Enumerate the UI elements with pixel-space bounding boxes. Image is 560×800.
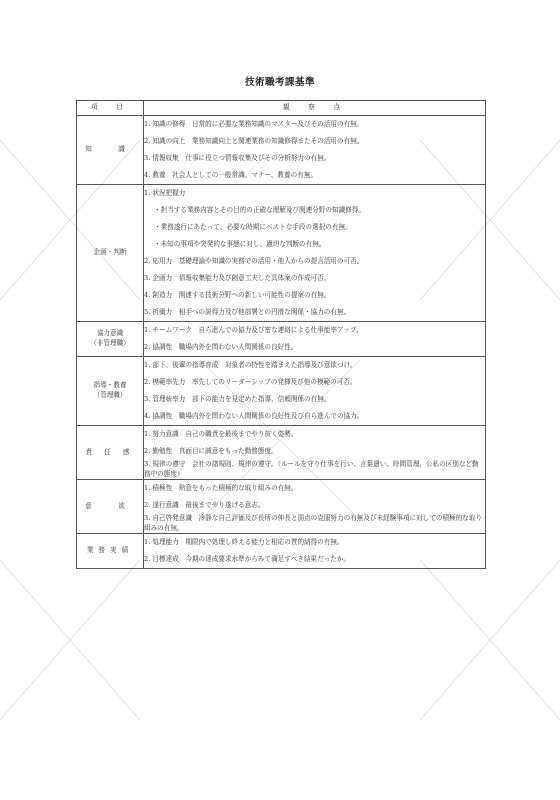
category-leadership: 指導・教養 （管理職） (77, 357, 144, 426)
list-item: 3. 規律の遵守 会社の諸規則、規律の遵守。（ルールを守り仕事を行い、言葉遣い、時間管理、公私の区別など勤務中の態度） (144, 460, 479, 478)
category-responsibility: 責 任 感 (77, 426, 144, 480)
list-item: 2. 協調性 職場内外を問わない人間関係の良好性。 (144, 342, 298, 351)
list-item: 1. 処理能力 期限内で処理し終える能力と相応の質的納得の有無。 (144, 537, 344, 546)
section-row-performance (77, 534, 486, 569)
list-item: 3. 情報収集 仕事に役立つ情報収集及びその分析努力の有無。 (144, 153, 331, 162)
list-item: 4. 協調性 職場内外を問わない人間関係の良好性及び自ら進んでの協力。 (144, 411, 364, 420)
header-viewpoint: 観 察 点 (144, 101, 486, 116)
list-item: 1. 積極性 熱意をもった積極的な取り組みの有無。 (144, 483, 298, 492)
items-planning (144, 185, 486, 322)
document-title: 技術職考課基準 (244, 77, 315, 88)
section-row-planning (77, 185, 486, 322)
list-item: 2. 勤勉性 真面目に誠意をもった勤務態度。 (144, 446, 278, 455)
category-motivation: 意 欲 (77, 480, 144, 534)
section-row-leadership (77, 357, 486, 426)
list-item: ・未知の事項や突発的な事態に対し、適切な判断の有無。 (154, 239, 326, 248)
table-header-row (77, 101, 486, 116)
list-item: ・担当する業務内容とその目的の正確な理解及び関連分野の知識修得。 (154, 205, 365, 214)
category-knowledge: 知 識 (77, 116, 144, 185)
list-item: 2. 模範率先力 率先してのリーダーシップの発揮及び他の模範の可否。 (144, 377, 357, 386)
list-item: ・業務遂行にあたって、必要な時期にベストな手段の選択の有無。 (154, 222, 352, 231)
list-item: 4. 教養 社会人としての一般常識、マナー、教養の有無。 (144, 170, 317, 179)
items-knowledge (144, 116, 486, 185)
list-item: 1. 部下、後輩の指導育成 対象者の特性を踏まえた指導及び意欲づけ。 (144, 360, 357, 369)
list-item: 5. 折衝力 相手への説得力及び他部署との円滑な関係・協力の有無。 (144, 307, 351, 316)
list-item: 2. 目標達成 今期の達成要求水準からみて満足すべき結果だったか。 (144, 554, 351, 563)
category-planning: 企画・判断 (77, 185, 144, 322)
section-row-motivation (77, 480, 486, 534)
items-cooperation (144, 322, 486, 357)
evaluation-criteria-table (76, 100, 486, 569)
list-item: 1. 知識の修得 日常的に必要な業務知識のマスター及びその活用の有無。 (144, 119, 364, 128)
header-item: 項 目 (77, 101, 144, 116)
list-item: 2. 応用力 基礎理論や知識の実務での活用・他人からの提言活用の可否。 (144, 256, 364, 265)
section-row-knowledge (77, 116, 486, 185)
items-performance (144, 534, 486, 569)
list-item: 2. 遂行意識 最後までやり遂げる意志。 (144, 500, 265, 509)
list-item: 3. 管理統率力 部下の能力を見定めた指導、信頼関係の有無。 (144, 394, 331, 403)
list-item: 4. 創造力 関連する技術分野への新しい可能性の提案の有無。 (144, 290, 331, 299)
items-responsibility (144, 426, 486, 480)
section-row-responsibility (77, 426, 486, 480)
list-item: 2. 知識の向上 業務知識向上と関連業務の知識修得またその活用の有無。 (144, 136, 364, 145)
category-cooperation: 協力意識 （非管理職） (77, 322, 144, 357)
list-item: 1. 状況把握力 (144, 188, 186, 197)
list-item: 1. 努力意識 自己の職責を最後までやり抜く姿勢。 (144, 429, 298, 438)
list-item: 1. チームワーク 自ら進んでの協力及び密な連絡による仕事能率アップ。 (144, 325, 363, 334)
items-motivation (144, 480, 486, 534)
list-item: 3. 企画力 情報収集能力及び創意工夫した具体案の作成可否。 (144, 273, 331, 282)
list-item: 3. 自己啓発意識 冷静な自己評価及び長所の伸長と弱点の克服努力の有無及び未経験事項に対しての積極的な取り組みの有無。 (144, 514, 483, 532)
section-row-cooperation (77, 322, 486, 357)
items-leadership (144, 357, 486, 426)
category-performance: 業務実績 (77, 534, 144, 569)
